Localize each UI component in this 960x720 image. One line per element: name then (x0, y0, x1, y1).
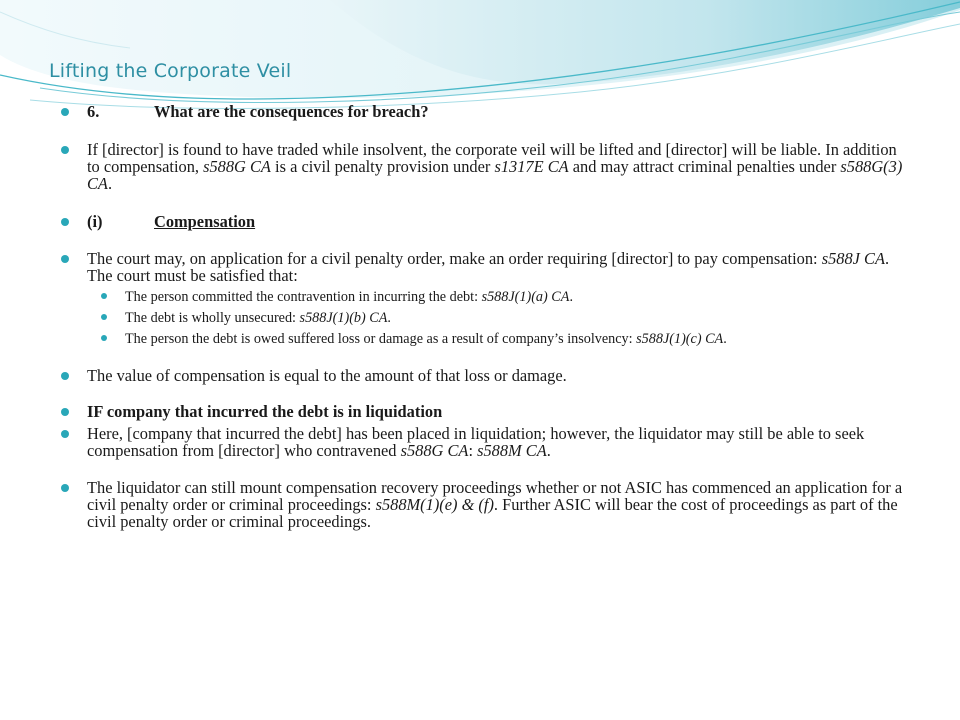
liquidator-paragraph: The liquidator can still mount compensation recovery proceedings whether or not ASIC has commenced an application for a civil penalty order or criminal proceedings: s588M(1)(e) & (f). Further ASIC will bear the cost of proceedings as part of the civil penalty order or criminal proceedings. (60, 479, 910, 530)
question-heading: 6. What are the consequences for breach? (60, 103, 910, 120)
intro-paragraph: If [director] is found to have traded while insolvent, the corporate veil will be lifted and [director] will be liable. In addition to compensation, s588G CA is a civil penalty provision under s1317E CA and may attract criminal penalties under s588G(3) CA. (60, 141, 910, 192)
liquidation-heading: IF company that incurred the debt is in liquidation (60, 403, 910, 420)
slide-body (60, 103, 910, 530)
compensation-heading: (i) Compensation (60, 213, 910, 230)
condition-item: The person the debt is owed suffered loss or damage as a result of company’s insolvency: s588J(1)(c) CA. (60, 331, 910, 347)
court-paragraph: The court may, on application for a civil penalty order, make an order requiring [director] to pay compensation: s588J CA. The court must be satisfied that: (60, 250, 910, 284)
liquidation-paragraph: Here, [company that incurred the debt] has been placed in liquidation; however, the liquidator may still be able to seek compensation from [director] who contravened s588G CA: s588M CA. (60, 425, 910, 459)
condition-item: The person committed the contravention in incurring the debt: s588J(1)(a) CA. (60, 289, 910, 305)
value-paragraph: The value of compensation is equal to the amount of that loss or damage. (60, 367, 910, 384)
slide-title: Lifting the Corporate Veil (49, 60, 292, 82)
condition-item: The debt is wholly unsecured: s588J(1)(b) CA. (60, 310, 910, 326)
